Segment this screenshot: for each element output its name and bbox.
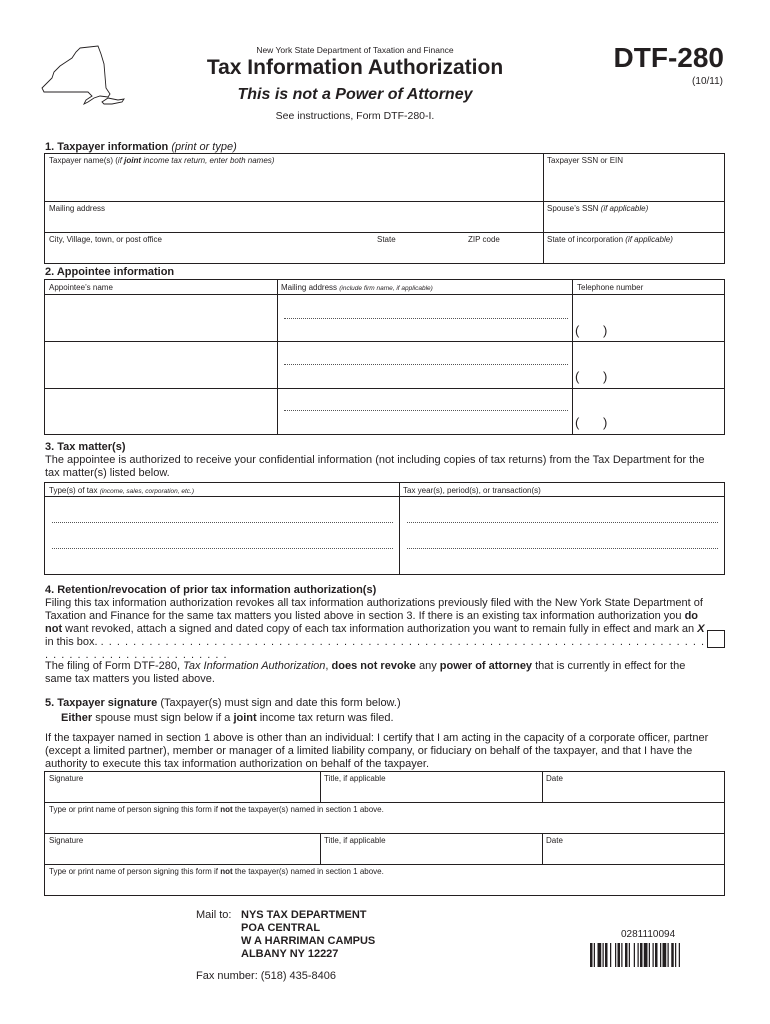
- spouse-ssn-label: Spouse’s SSN (if applicable): [547, 204, 649, 213]
- state-label: State: [377, 235, 396, 244]
- telephone-label: Telephone number: [577, 283, 644, 292]
- taxpayer-name-label: Taxpayer name(s) (if joint income tax return, enter both names): [49, 156, 275, 165]
- date-1-label: Date: [546, 774, 563, 783]
- appointee-3-name-field[interactable]: [46, 390, 275, 434]
- appointee-1-phone-field[interactable]: [574, 296, 723, 340]
- mail-to-label: Mail to:: [196, 909, 232, 921]
- area-code-open-paren: (: [575, 323, 580, 338]
- mailing-address-label: Mailing address: [49, 204, 106, 213]
- title-1-label: Title, if applicable: [324, 774, 386, 783]
- state-of-incorporation-label: State of incorporation (if applicable): [547, 235, 673, 244]
- print-name-1-field[interactable]: [46, 815, 723, 832]
- appointee-2-name-field[interactable]: [46, 343, 275, 387]
- area-code-open-paren: (: [575, 369, 580, 384]
- appointee-3-address-field[interactable]: [279, 390, 570, 434]
- city-field[interactable]: [46, 245, 372, 263]
- joint-return-note: Either spouse must sign below if a joint income tax return was filed.: [61, 712, 394, 724]
- tax-years-label: Tax year(s), period(s), or transaction(s): [403, 486, 541, 495]
- signature-2-label: Signature: [49, 836, 84, 845]
- appointee-mailing-label: Mailing address (include firm name, if applicable): [281, 283, 433, 292]
- taxpayer-name-field[interactable]: [46, 166, 541, 200]
- signature-1-field[interactable]: [46, 784, 318, 801]
- date-2-field[interactable]: [544, 846, 723, 863]
- form-title: Tax Information Authorization: [206, 56, 504, 79]
- appointee-2-phone-field[interactable]: [574, 343, 723, 387]
- taxpayer-ssn-field[interactable]: [545, 166, 723, 200]
- zip-code-label: ZIP code: [468, 235, 500, 244]
- signature-2-field[interactable]: [46, 846, 318, 863]
- address-line: ALBANY NY 12227: [241, 948, 339, 960]
- address-line: W A HARRIMAN CAMPUS: [241, 935, 376, 947]
- section-4-paragraph-1: Filing this tax information authorization revokes all tax information authorizations previously filed with the New York State Department of Taxation and Finance for the same tax matters you listed above in section 3. If there is an existing tax information authorization you do not want revoked, attach a signed and dated copy of each tax information authorization you want to remain fully in effect and mark an X in this box. . . . . . . . . . . . . . . . . . . . . . . . . . . . . . . . . . . . . . . . . . . . . . . . . . . . . . . . . . . . . . . . . . . . . . . . . . . . . . . . . . . . . . . . . . . . . . . . . . .: [45, 597, 706, 661]
- spouse-ssn-field[interactable]: [545, 214, 723, 231]
- tax-years-field[interactable]: [401, 498, 723, 573]
- print-name-2-label: Type or print name of person signing this form if not the taxpayer(s) named in section 1 above.: [49, 867, 384, 876]
- title-2-label: Title, if applicable: [324, 836, 386, 845]
- taxpayer-ssn-label: Taxpayer SSN or EIN: [547, 156, 624, 165]
- tax-types-label: Type(s) of tax (income, sales, corporation, etc.): [49, 486, 194, 495]
- title-1-field[interactable]: [322, 784, 540, 801]
- area-code-close-paren: ): [603, 369, 608, 384]
- section-1-heading: 1. Taxpayer information (print or type): [45, 141, 237, 153]
- mailing-address-block: [241, 909, 375, 961]
- section-3-text: The appointee is authorized to receive your confidential information (not including copies of tax returns) from the Tax Department for the tax matter(s) listed below.: [45, 454, 705, 479]
- agency-name: New York State Department of Taxation and Finance: [256, 45, 454, 55]
- appointee-1-name-field[interactable]: [46, 296, 275, 340]
- print-name-2-field[interactable]: [46, 877, 723, 894]
- retain-prior-authorizations-checkbox[interactable]: [707, 630, 725, 648]
- appointee-1-address-field[interactable]: [279, 296, 570, 340]
- title-2-field[interactable]: [322, 846, 540, 863]
- print-name-1-label: Type or print name of person signing this form if not the taxpayer(s) named in section 1 above.: [49, 805, 384, 814]
- date-2-label: Date: [546, 836, 563, 845]
- section-4-heading: 4. Retention/revocation of prior tax information authorization(s): [45, 584, 377, 596]
- mailing-address-field[interactable]: [46, 214, 541, 231]
- section-2-heading: 2. Appointee information: [45, 266, 175, 278]
- area-code-close-paren: ): [603, 415, 608, 430]
- section-3-heading: 3. Tax matter(s): [45, 441, 126, 453]
- barcode-number: 0281110094: [621, 929, 676, 940]
- area-code-close-paren: ): [603, 323, 608, 338]
- signature-1-label: Signature: [49, 774, 84, 783]
- appointee-2-address-field[interactable]: [279, 343, 570, 387]
- city-label: City, Village, town, or post office: [49, 235, 162, 244]
- zip-code-field[interactable]: [466, 245, 541, 263]
- fax-number: Fax number: (518) 435-8406: [196, 970, 337, 982]
- address-line: POA CENTRAL: [241, 922, 321, 934]
- form-subtitle: This is not a Power of Attorney: [237, 86, 473, 103]
- tax-types-field[interactable]: [46, 498, 397, 573]
- section-4-paragraph-2: The filing of Form DTF-280, Tax Information Authorization, does not revoke any power of attorney that is currently in effect for the same tax matters you listed above.: [45, 660, 686, 685]
- barcode: [590, 943, 728, 967]
- state-of-incorporation-field[interactable]: [545, 245, 723, 263]
- address-line: NYS TAX DEPARTMENT: [241, 909, 367, 921]
- area-code-open-paren: (: [575, 415, 580, 430]
- appointee-name-label: Appointee’s name: [49, 283, 113, 292]
- appointee-3-phone-field[interactable]: [574, 390, 723, 434]
- certification-text: If the taxpayer named in section 1 above is other than an individual: I certify that I am acting in the capacity of a corporate officer, partner (except a limited partner), member or manager of a limited liability company, or fiduciary on behalf of the taxpayer, and that I have the authority to execute this tax information authorization on behalf of the taxpayer.: [45, 732, 709, 770]
- section-5-heading: 5. Taxpayer signature (Taxpayer(s) must sign and date this form below.): [45, 697, 401, 709]
- form-revision: (10/11): [692, 76, 723, 87]
- date-1-field[interactable]: [544, 784, 723, 801]
- form-number: DTF-280: [613, 42, 724, 73]
- instructions-reference: See instructions, Form DTF-280-I.: [275, 110, 435, 122]
- state-field[interactable]: [375, 245, 463, 263]
